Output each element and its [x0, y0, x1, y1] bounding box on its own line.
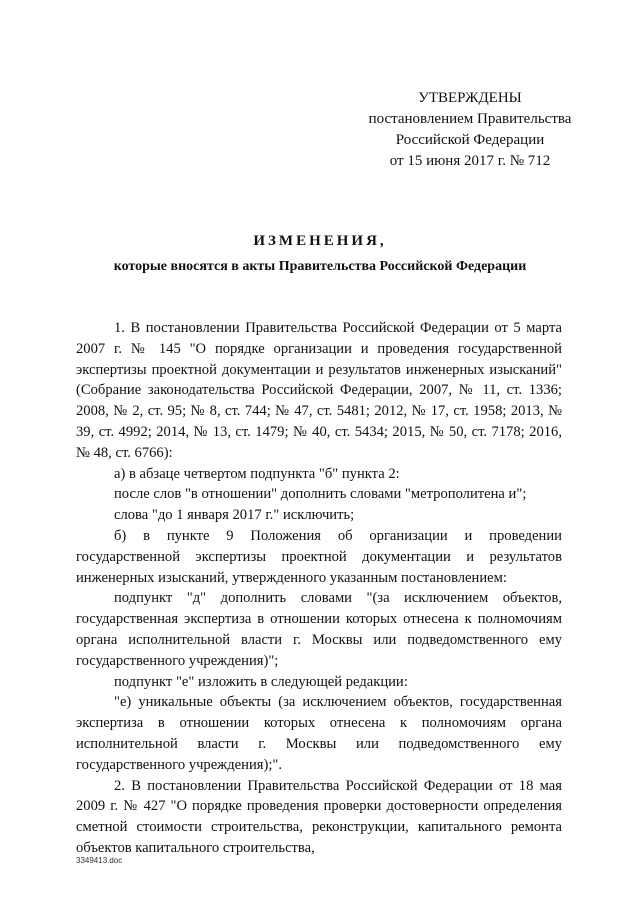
document-body — [76, 318, 562, 859]
paragraph: "е) уникальные объекты (за исключением объектов, государственная экспертиза в отношении которых отнесена к полномочиям органа исполнительной власти г. Москвы или подведомственного ему государственного учреждения);". — [76, 694, 562, 773]
paragraph: б) в пункте 9 Положения об организации и проведении государственной экспертизы проектной документации и результатов инженерных изысканий, утвержденного указанным постановлением: — [76, 527, 562, 586]
document-subtitle: которые вносятся в акты Правительства Российской Федерации — [113, 259, 527, 274]
approval-line-federation: Российской Федерации — [395, 132, 545, 148]
paragraph: 1. В постановлении Правительства Российской Федерации от 5 марта 2007 г. № 145 "О порядке организации и проведения государственной экспертизы проектной документации и результатов инженерных изысканий" (Собрание законодательства Российской Федерации, 2007, № 11, ст. 1336; 2008, № 2, ст. 95; № 8, ст. 744; № 47, ст. 5481; 2012, № 17, ст. 1958; 2013, № 39, ст. 4992; 2014, № 13, ст. 1479; № 40, ст. 5434; 2015, № 50, ст. 7178; 2016, № 48, ст. 6766): — [76, 320, 562, 461]
paragraph: слова "до 1 января 2017 г." исключить; — [114, 507, 355, 524]
approval-heading: УТВЕРЖДЕНЫ — [418, 90, 522, 106]
paragraph: после слов "в отношении" дополнить словами "метрополитена и"; — [114, 486, 527, 503]
paragraph: а) в абзаце четвертом подпункта "б" пункта 2: — [114, 465, 400, 482]
paragraph: 2. В постановлении Правительства Российской Федерации от 18 мая 2009 г. № 427 "О порядке проведения проверки достоверности определения сметной стоимости строительства, реконструкции, капитального ремонта объектов капитального строительства, — [76, 777, 562, 856]
paragraph: подпункт "д" дополнить словами "(за исключением объектов, государственная экспертиза в отношении которых отнесена к полномочиям органа исполнительной власти г. Москвы или подведомственного ему государственного учреждения)"; — [76, 590, 562, 669]
approval-block — [330, 88, 610, 172]
file-name-footer: 3349413.doc — [76, 856, 123, 865]
paragraph: подпункт "е" изложить в следующей редакции: — [114, 673, 408, 690]
approval-line-date: от 15 июня 2017 г. № 712 — [389, 153, 551, 169]
approval-line-resolution: постановлением Правительства — [368, 111, 572, 127]
document-title: ИЗМЕНЕНИЯ, — [253, 233, 387, 249]
